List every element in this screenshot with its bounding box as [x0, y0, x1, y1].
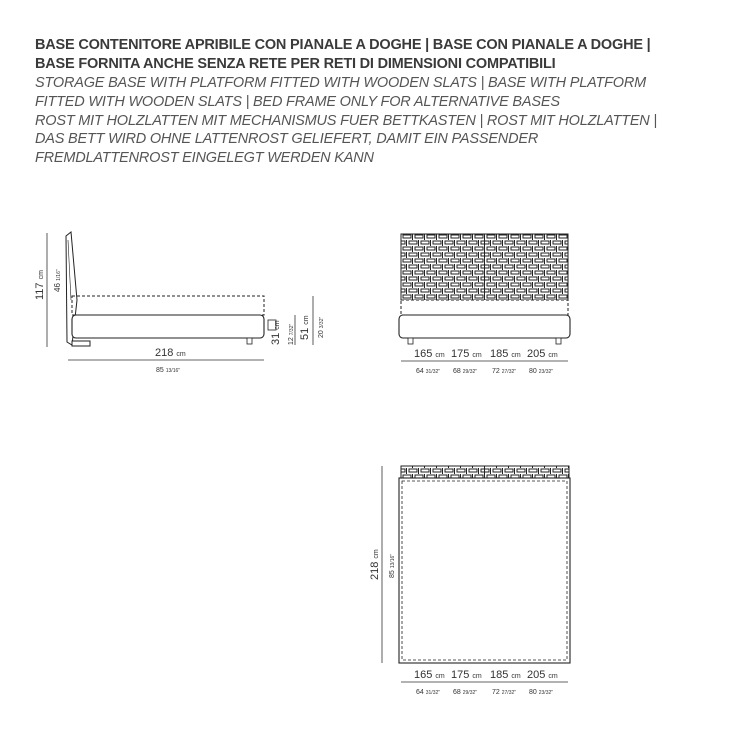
top-width-cm-165: 165 cm	[414, 669, 445, 681]
mattress-outline	[72, 296, 264, 315]
top-length-in-label: 85 13/16"	[389, 553, 396, 578]
top-width-in-185: 72 27/32"	[492, 689, 517, 696]
width-cm-175: 175 cm	[451, 348, 482, 360]
top-width-cm-185: 185 cm	[490, 669, 521, 681]
front-view	[399, 234, 570, 375]
width-cm-205: 205 cm	[527, 348, 558, 360]
width-in-175: 68 29/32"	[453, 368, 478, 375]
bed-foot	[247, 338, 252, 344]
width-in-185: 72 27/32"	[492, 368, 517, 375]
bed-base-top	[399, 478, 570, 663]
bed-base-side	[72, 315, 264, 338]
top-width-cm-205: 205 cm	[527, 669, 558, 681]
total-in-label: 20 3/32"	[318, 316, 325, 338]
top-width-in-175: 68 29/32"	[453, 689, 478, 696]
title-line-1: BASE CONTENITORE APRIBILE CON PIANALE A DOGHE | BASE CON PIANALE A DOGHE |	[35, 37, 651, 53]
height-in-label: 46 1/16"	[53, 269, 62, 292]
subtitle-line-5: ROST MIT HOLZLATTEN MIT MECHANISMUS FUER BETTKASTEN | ROST MIT HOLZLATTEN |	[35, 112, 657, 129]
width-in-165: 64 31/32"	[416, 368, 441, 375]
side-view	[34, 232, 325, 374]
top-length-cm-label: 218 cm	[369, 549, 381, 580]
top-width-cm-175: 175 cm	[451, 669, 482, 681]
top-width-in-205: 80 23/32"	[529, 689, 554, 696]
length-cm-label: 218 cm	[155, 347, 186, 359]
top-width-in-165: 64 31/32"	[416, 689, 441, 696]
subtitle-line-7: FREMDLATTENROST EINGELEGT WERDEN KANN	[35, 150, 374, 167]
headboard-foot	[72, 341, 90, 346]
width-cm-165: 165 cm	[414, 348, 445, 360]
top-view	[369, 466, 570, 696]
height-cm-label: 117 cm	[34, 270, 46, 300]
mattress-front-outline	[401, 300, 568, 315]
platform-cm-label: 31 cm	[270, 320, 282, 345]
width-cm-185: 185 cm	[490, 348, 521, 360]
subtitle-line-3: STORAGE BASE WITH PLATFORM FITTED WITH WOODEN SLATS | BASE WITH PLATFORM	[35, 75, 647, 91]
subtitle-line-4: FITTED WITH WOODEN SLATS | BED FRAME ONLY FOR ALTERNATIVE BASES	[35, 93, 560, 110]
bed-base-front	[399, 315, 570, 338]
subtitle-line-6: DAS BETT WIRD OHNE LATTENROST GELIEFERT, DAMIT EIN PASSENDER	[35, 131, 539, 148]
width-in-205: 80 23/32"	[529, 368, 554, 375]
length-in-label: 85 13/16"	[156, 367, 181, 374]
platform-in-label: 12 7/32"	[288, 323, 295, 345]
title-line-2: BASE FORNITA ANCHE SENZA RETE PER RETI DI DIMENSIONI COMPATIBILI	[35, 56, 556, 72]
total-cm-label: 51 cm	[299, 315, 311, 340]
